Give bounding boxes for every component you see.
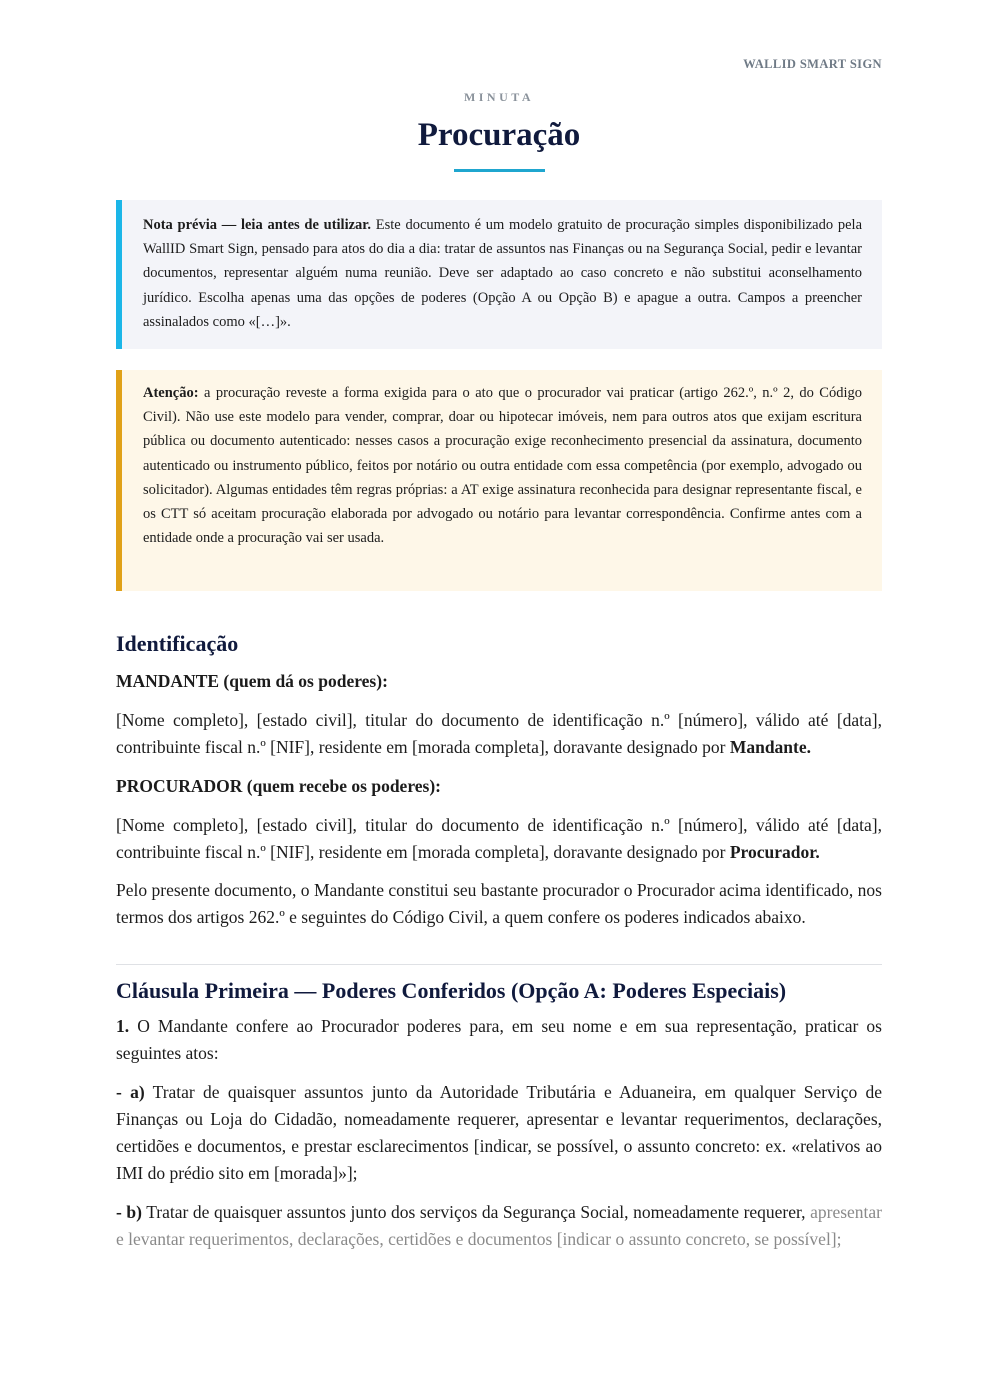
warning-lead: Atenção: [143, 385, 199, 401]
clause1-number: 1. [116, 1016, 130, 1036]
procurador-text: [Nome completo], [estado civil], titular do documento de identificação n.º [número], válido até [data], contribuinte fiscal n.º [NIF], residente em [morada completa], doravante designado por [116, 815, 882, 862]
clause1-item-a [116, 1079, 882, 1187]
item-b-text-2: apresentar e levantar requerimentos, declarações, certidões e documentos [indicar o assunto concreto, se possível]; [116, 1202, 883, 1249]
document-body [116, 628, 882, 1253]
clause1-item-b [116, 1199, 882, 1253]
title-underline [454, 169, 545, 172]
document-title: Procuração [417, 117, 581, 153]
clause1-paragraph-1 [116, 1013, 882, 1067]
procurador-paragraph [116, 812, 882, 866]
note-text: Este documento é um modelo gratuito de procuração simples disponibilizado pela WallID Smart Sign, pensado para atos do dia a dia: tratar de assuntos nas Finanças ou na Segurança Social, pedir e levantar documentos, representar alguém numa reunião. Deve ser adaptado ao caso concreto e não substitui aconselhamento jurídico. Escolha apenas uma das opções de poderes (Opção A ou Opção B) e apague a outra. Campos a preencher assinalados como «[…]». [143, 217, 863, 330]
item-b-label: - b) [116, 1202, 142, 1222]
mandante-paragraph [116, 707, 882, 761]
identification-heading: Identificação [116, 631, 239, 656]
preliminary-note [116, 200, 882, 349]
mandante-term: Mandante. [729, 737, 812, 757]
procurador-term: Procurador. [729, 842, 820, 862]
document-kicker: MINUTA [463, 90, 535, 104]
item-a-text: Tratar de quaisquer assuntos junto da Autoridade Tributária e Aduaneira, em qualquer Serviço de Finanças ou Loja do Cidadão, nomeadamente requerer, apresentar e levantar requerimentos, declarações, certidões e documentos, e prestar esclarecimentos [indicar, se possível, o assunto concreto: ex. «relativos ao IMI do prédio sito em [morada]»]; [116, 1082, 883, 1183]
warning-box [116, 370, 882, 591]
item-b-text-1: Tratar de quaisquer assuntos junto dos serviços da Segurança Social, nomeadamente requerer, [141, 1202, 806, 1222]
clause1-heading: Cláusula Primeira — Poderes Conferidos (Opção A: Poderes Especiais) [116, 978, 787, 1003]
item-a-label: - a) [116, 1082, 145, 1102]
mandante-text: [Nome completo], [estado civil], titular do documento de identificação n.º [número], válido até [data], contribuinte fiscal n.º [NIF], residente em [morada completa], doravante designado por [116, 710, 882, 757]
brand-label: WALLID SMART SIGN [743, 57, 882, 71]
clause1-p1-text: O Mandante confere ao Procurador poderes para, em seu nome e em sua representação, praticar os seguintes atos: [116, 1016, 882, 1063]
warning-text: a procuração reveste a forma exigida para o ato que o procurador vai praticar (artigo 262.º, n.º 2, do Código Civil). Não use este modelo para vender, comprar, doar ou hipotecar imóveis, nem para outros atos que exijam escritura pública ou documento autenticado: nesses casos a procuração exige reconhecimento presencial da assinatura, documento autenticado ou instrumento público, feitos por notário ou outra entidade com essa competência (por exemplo, advogado ou solicitador). Algumas entidades têm regras próprias: a AT exige assinatura reconhecida para designar representante fiscal, e os CTT só aceitam procuração elaborada por advogado ou notário para levantar correspondência. Confirme antes com a entidade onde a procuração vai ser usada. [143, 385, 862, 547]
closing-paragraph: Pelo presente documento, o Mandante constitui seu bastante procurador o Procurador acima identificado, nos termos dos artigos 262.º e seguintes do Código Civil, a quem confere os poderes indicados abaixo. [116, 880, 882, 927]
note-lead: Nota prévia — leia antes de utilizar. [143, 217, 372, 233]
mandante-label: MANDANTE (quem dá os poderes): [116, 671, 388, 691]
procurador-label: PROCURADOR (quem recebe os poderes): [116, 776, 441, 796]
